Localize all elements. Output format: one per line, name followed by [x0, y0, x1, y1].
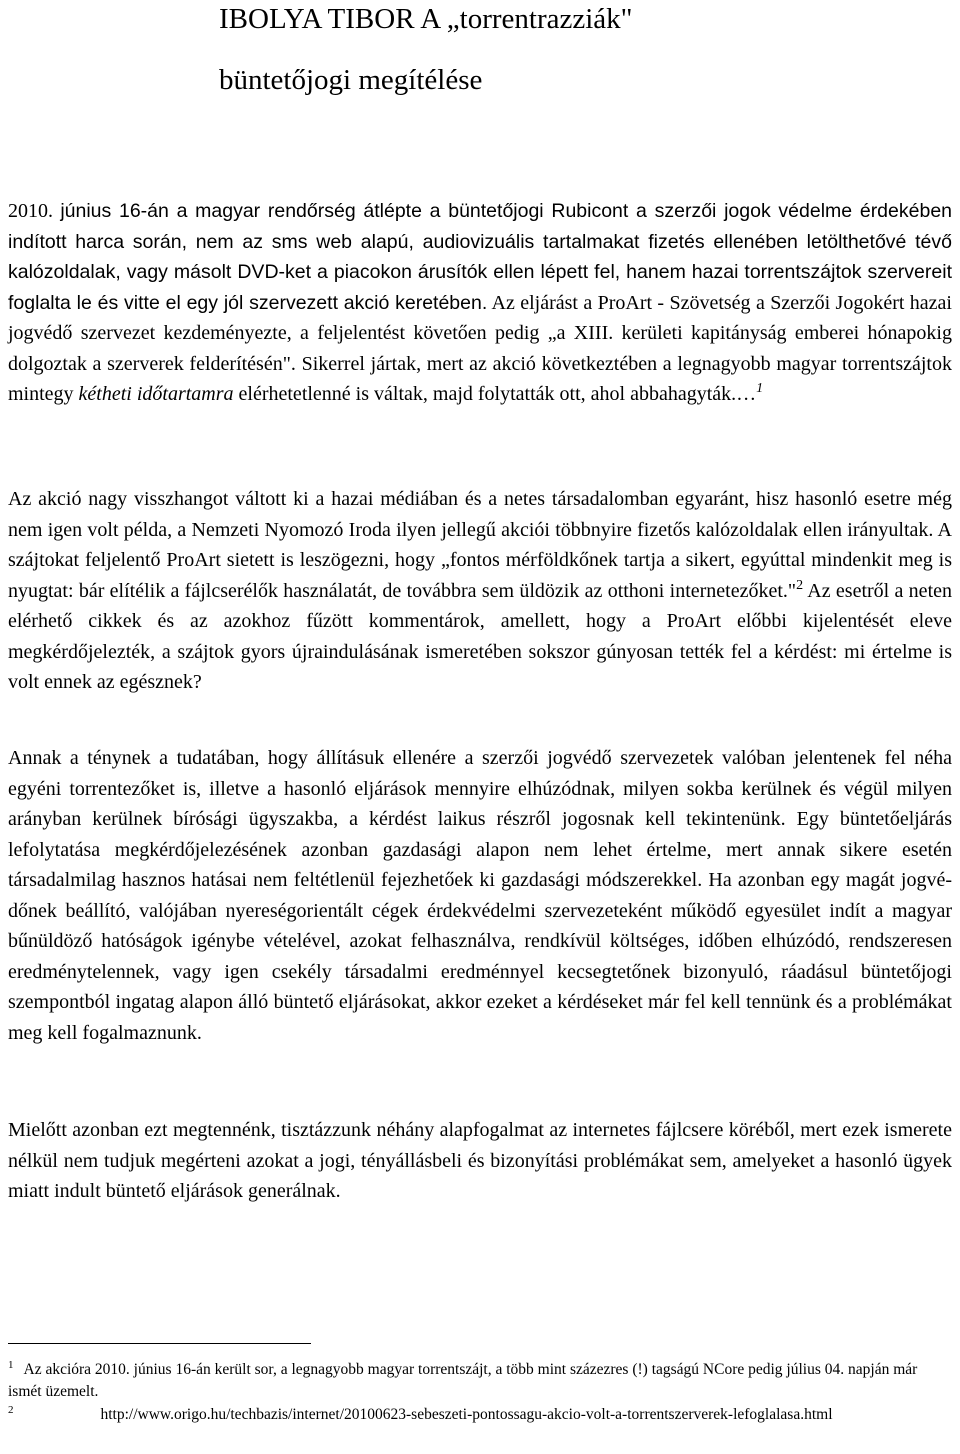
- paragraph-1: [8, 196, 952, 410]
- paragraph-2: [8, 484, 952, 698]
- paragraph-1-text: 2010.: [8, 200, 61, 222]
- footnote-1-number: 1: [8, 1359, 14, 1371]
- paragraph-2-text: Az akció nagy visszhangot váltott ki a hazai médiában és a netes társadalomban egyaránt, hisz hasonló esetre még nem igen volt példa, a Nemzeti Nyomozó Iroda ilyen jellegű akciói többnyire fizetős kalózoldalak ellen irányultak. A szájtokat feljelentő ProArt sietett is leszögezni, hogy „fontos mérföldkőnek tartja a sikert, egyúttal mindenkit meg is nyugtat: bár elítélik a fájlcserélők használatát, de továbbra sem üldözik az otthoni internetezőket.": [8, 488, 952, 602]
- footnote-separator: [8, 1343, 311, 1344]
- paragraph-2-text-2: Az esetről a neten elérhető cikkek és az azokhoz fűzött kommentárok, amellett, hogy a ProArt előbbi kijelentését eleve megkérdőjelezték, a szájtok gyors újraindulásának ismeretében sokszor gúnyosan tették fel a kérdést: mi értelme is volt ennek az egésznek?: [8, 579, 952, 693]
- footnote-2-link[interactable]: http://www.origo.hu/techbazis/internet/20100623-sebeszeti-pontossagu-akcio-volt-a-torrentszerverek-lefoglalasa.html: [100, 1406, 833, 1423]
- document-title-line-1: IBOLYA TIBOR A „torrentrazziák": [219, 3, 633, 35]
- footnote-1: [8, 1359, 952, 1403]
- paragraph-1-sans-text: június 16-án a magyar rendőrség átlépte a büntetőjogi Rubicont a szerzői jogok védelme érdekében indított harca során, nem az sms web alapú, audiovizuális tartalmakat fizetés ellenében letölthetővé tévő kalózoldalak, vagy másolt DVD-ket a piacokon árusítók ellen lépett fel, hanem hazai torrentszájtok szervereit foglalta le és vitte el egy jól szervezett akció keretében.: [8, 200, 953, 314]
- footnote-1-text: Az akcióra 2010. június 16-án került sor, a legnagyobb magyar torrentszájt, a több mint százezres (!) tagságú NCore pedig július 04. napján már ismét üzemelt.: [8, 1361, 918, 1400]
- paragraph-3: Annak a ténynek a tudatában, hogy állításuk ellenére a szerzői jogvédő szervezetek valóban jelentenek fel néha egyéni torrentezőket is, illetve a hasonló eljárások mennyire elhúzódnak, milyen sokba kerülnek és végül milyen arányban kerülnek bírósági ügyszakba, a kérdést laikus részről jogosnak kell tekintenünk. Egy büntetőeljárás lefolytatása megkérdőjelezésének azonban gazdasági alapon nem lehet értelme, mert annak sikere esetén társadalmilag hasznos hatásai nem feltétlenül fejezhetőek ki gazdasági módszerekkel. Ha azonban egy magát jogvédőnek beállító, valójában nyereségorientált cégek érdekvédelmi szervezeteként működő egyesület indít a magyar bűnüldöző hatóságok igénybe vételével, azokat felhasználva, rendkívül költséges, időben elhúzódó, rendszeresen eredménytelennek, vagy igen csekély társadalmi eredménnyel kecsegtetőnek bizonyuló, ráadásul büntetőjogi szempontból ingatag alapon álló büntető eljárásokat, akkor ezeket a kérdéseket már fel kell tennünk és a problémákat meg kell fogalmaznunk.: [8, 747, 952, 1044]
- paragraph-4: Mielőtt azonban ezt megtennénk, tisztázzunk néhány alapfogalmat az internetes fájlcsere köréből, mert ezek ismerete nélkül nem tudjuk megérteni azokat a jogi, tényállásbeli és bizonyítási problémákat sem, amelyeket a hasonló ügyek miatt indult büntető eljárások generálnak.: [8, 1119, 952, 1202]
- footnote-reference-2: 2: [796, 577, 804, 593]
- paragraph-1-text-2: Az eljárást a ProArt - Szövetség a Szerzői Jogokért hazai jogvédő szervezet kezdeményezte, a feljelentést követően pedig „a XIII. kerületi kapitányság emberei hónapokig dolgoztak a szerverek felderítésén". Sikerrel jártak, mert az akció következtében a legnagyobb magyar torrentszájtok mintegy: [8, 291, 952, 405]
- paragraph-1-text-3: elérhetetlenné is váltak, majd folytatták ott, ahol abbahagyták.…: [233, 383, 757, 405]
- footnote-2-number: 2: [8, 1404, 14, 1416]
- paragraph-1-italic-text: kétheti időtartamra: [78, 383, 234, 405]
- footnote-reference-1: 1: [756, 381, 764, 396]
- document-title-line-2: büntetőjogi megítélése: [219, 64, 483, 96]
- footnote-2: [8, 1404, 952, 1426]
